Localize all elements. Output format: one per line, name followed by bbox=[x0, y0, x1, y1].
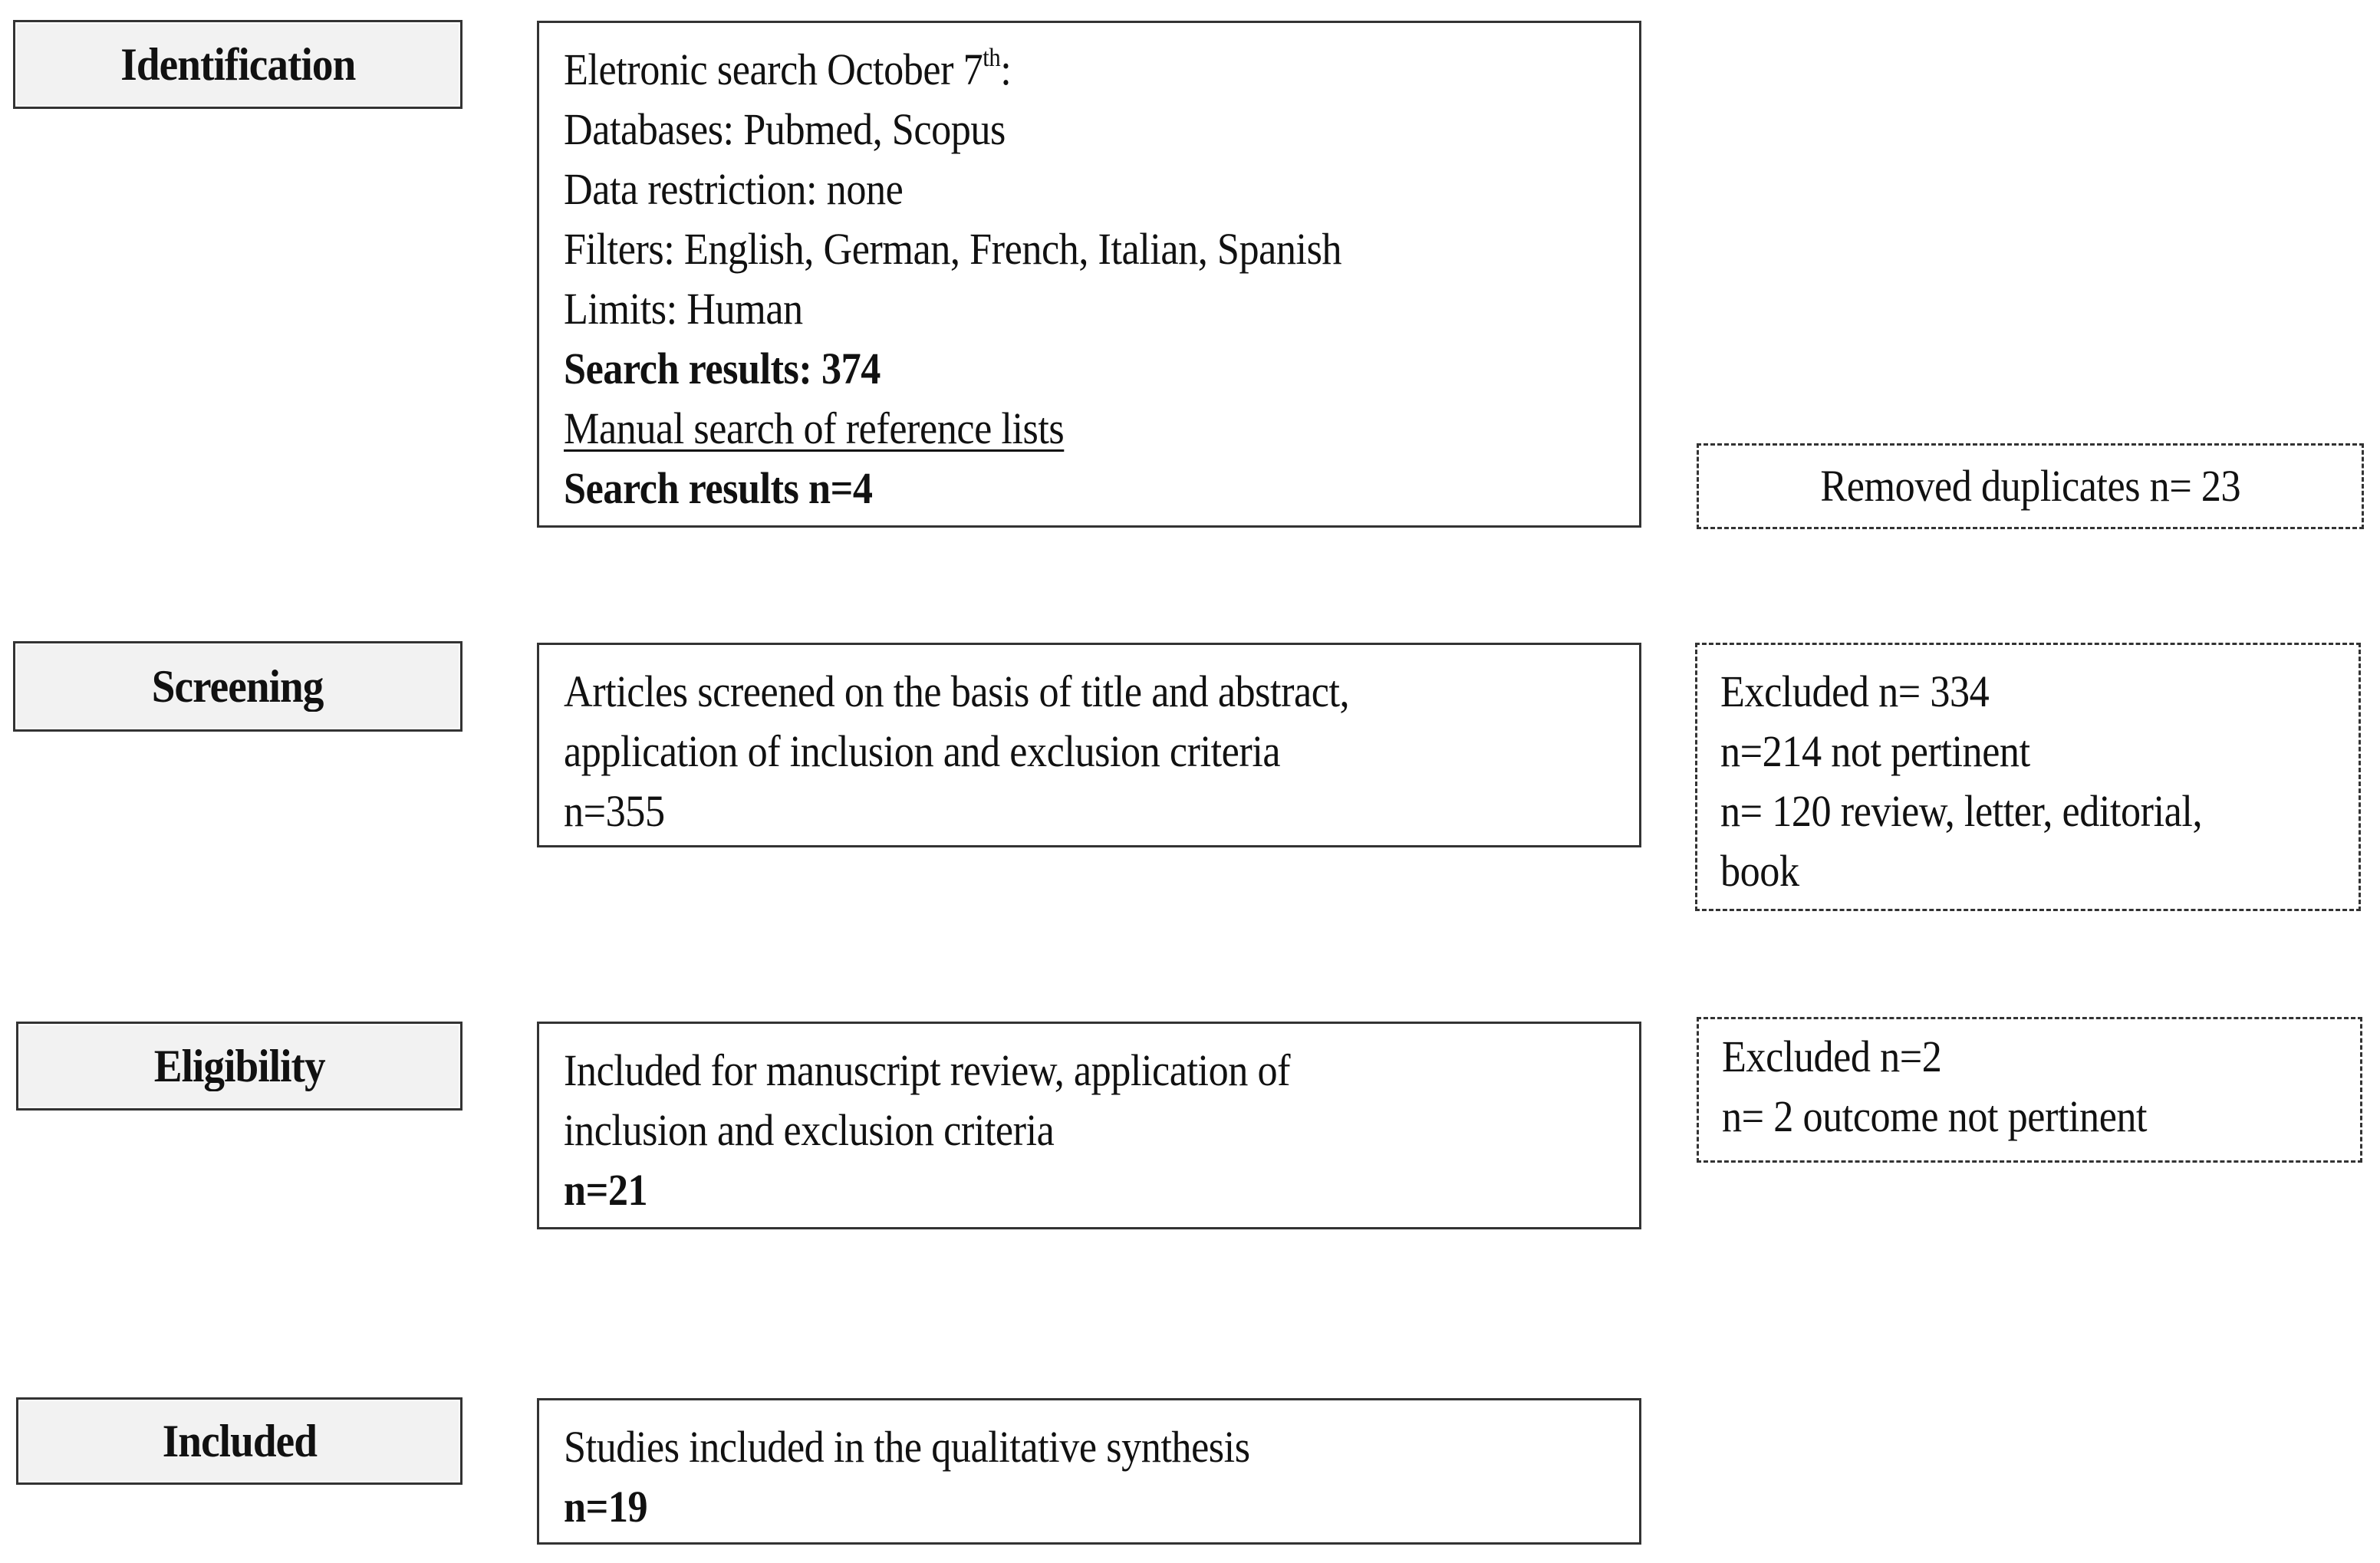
search-results-line: Search results: 374 bbox=[564, 344, 881, 393]
stage-label-text: Screening bbox=[152, 660, 324, 712]
screening-excluded-line-4: book bbox=[1720, 846, 1799, 896]
ordinal-suffix: th bbox=[983, 44, 1001, 72]
eligibility-excluded-box bbox=[1697, 1017, 2362, 1163]
eligibility-box bbox=[537, 1022, 1641, 1229]
search-date-line bbox=[564, 40, 1532, 100]
screening-excluded-line-1: Excluded n= 334 bbox=[1720, 666, 1990, 716]
eligibility-line-2: inclusion and exclusion criteria bbox=[564, 1105, 1055, 1155]
search-date-text: Eletronic search October 7 bbox=[564, 44, 983, 94]
screening-box bbox=[537, 643, 1641, 847]
stage-label-identification bbox=[13, 20, 463, 109]
included-count: n=19 bbox=[564, 1482, 648, 1532]
screening-line-1: Articles screened on the basis of title and abstract, bbox=[564, 666, 1350, 716]
stage-label-screening bbox=[13, 641, 463, 732]
included-line-1: Studies included in the qualitative synthesis bbox=[564, 1422, 1250, 1472]
stage-label-eligibility bbox=[16, 1022, 463, 1111]
search-date-colon: : bbox=[1000, 44, 1012, 94]
stage-label-included bbox=[16, 1397, 463, 1485]
included-box bbox=[537, 1398, 1641, 1545]
screening-count: n=355 bbox=[564, 786, 665, 836]
limits-line: Limits: Human bbox=[564, 284, 803, 334]
eligibility-excluded-line-1: Excluded n=2 bbox=[1722, 1032, 1942, 1081]
screening-excluded-box bbox=[1695, 643, 2361, 911]
manual-search-text: Manual search of reference lists bbox=[564, 403, 1065, 453]
stage-label-text: Identification bbox=[120, 38, 356, 90]
manual-search-line bbox=[564, 399, 1532, 459]
databases-line: Databases: Pubmed, Scopus bbox=[564, 104, 1006, 154]
screening-excluded-line-2: n=214 not pertinent bbox=[1720, 726, 2030, 776]
screening-line-2: application of inclusion and exclusion criteria bbox=[564, 726, 1281, 776]
screening-excluded-line-3: n= 120 review, letter, editorial, bbox=[1720, 786, 2203, 836]
removed-duplicates-text: Removed duplicates n= 23 bbox=[1820, 461, 2240, 511]
removed-duplicates-box bbox=[1697, 443, 2364, 529]
eligibility-excluded-line-2: n= 2 outcome not pertinent bbox=[1722, 1091, 2148, 1141]
filters-line: Filters: English, German, French, Italian, Spanish bbox=[564, 224, 1342, 274]
stage-label-text: Eligibility bbox=[153, 1040, 325, 1091]
identification-box bbox=[537, 21, 1641, 528]
stage-label-text: Included bbox=[162, 1415, 317, 1466]
data-restriction-line: Data restriction: none bbox=[564, 164, 904, 214]
manual-results-line: Search results n=4 bbox=[564, 463, 873, 513]
eligibility-line-1: Included for manuscript review, application of bbox=[564, 1045, 1291, 1095]
eligibility-count: n=21 bbox=[564, 1165, 648, 1215]
